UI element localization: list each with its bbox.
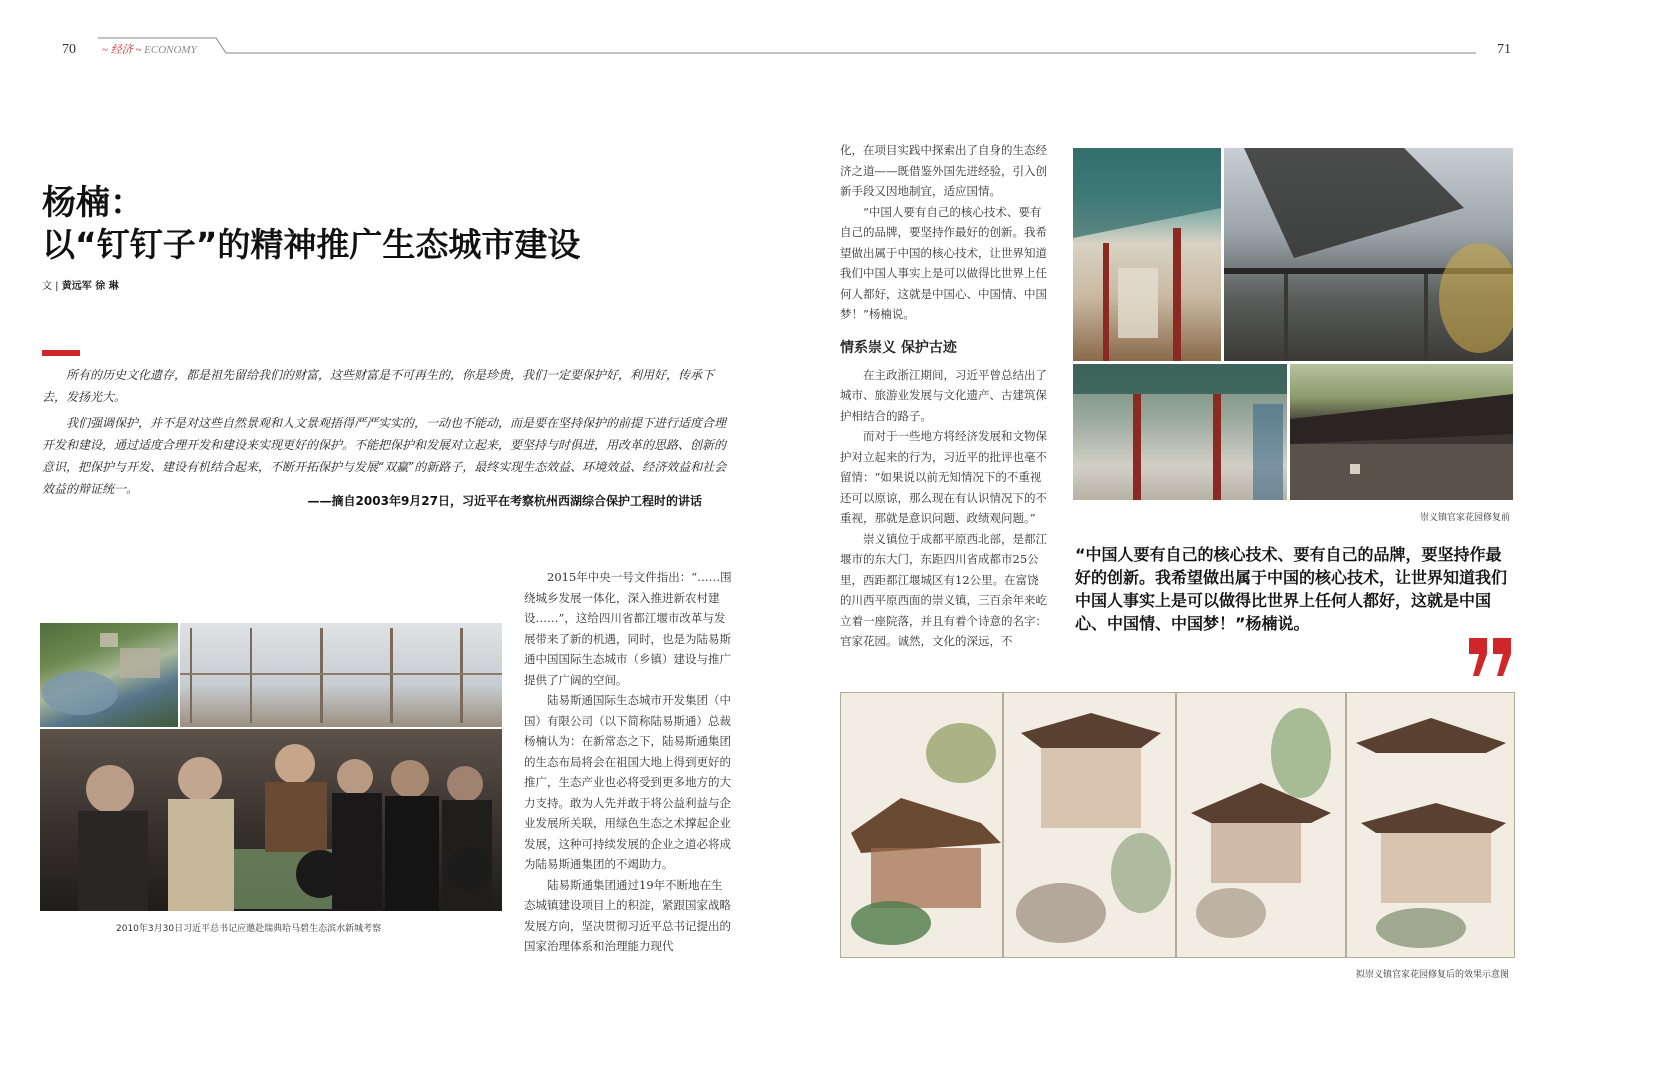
painting-panel-1 bbox=[851, 723, 1001, 945]
article-column-right bbox=[840, 140, 1048, 652]
crowd-silhouettes bbox=[40, 729, 502, 911]
caption-before-photo: 崇义镇官家花园修复前 bbox=[1420, 513, 1511, 523]
delegation-visit-photo bbox=[40, 729, 502, 911]
ruined-corridor-photo bbox=[1073, 148, 1221, 361]
column-right-paragraph-4: 而对于一些地方将经济发展和文物保护对立起来的行为，习近平的批评也毫不留情：“如果说以前无知情况下的不重视还可以原谅，那么现在有认识情况下的不重视，那就是意识问题、政绩观问题。” bbox=[840, 429, 1047, 525]
caption-visit-photo: 2010年3月30日习近平总书记应邀赴瑞典哈马碧生态滨水新城考察 bbox=[116, 924, 382, 934]
roof-shapes bbox=[1224, 148, 1513, 361]
section-tag-cn: ~ 经济 ~ bbox=[102, 44, 142, 56]
painting-panel-2 bbox=[1016, 713, 1171, 943]
painting-panel-4 bbox=[1356, 718, 1506, 948]
restoration-painting bbox=[840, 692, 1515, 958]
article-title-line1: 杨楠： bbox=[42, 183, 144, 223]
tiled-roof-photo bbox=[1290, 364, 1513, 500]
epigraph-paragraph-1: 所有的历史文化遗存，都是祖先留给我们的财富，这些财富是不可再生的，你是珍贵，我们一定要保护好，利用好，传承下去，发扬光大。 bbox=[42, 368, 715, 404]
byline-prefix: 文 | bbox=[42, 281, 59, 292]
byline-authors: 黄远军 徐 琳 bbox=[61, 281, 119, 292]
window-frames bbox=[180, 623, 502, 727]
painting-panels bbox=[841, 693, 1515, 958]
column-left-paragraph-3: 陆易斯通集团通过19年不断地在生态城镇建设项目上的积淀，紧跟国家战略发展方向，坚决贯彻习近平总书记提出的国家治理体系和治理能力现代 bbox=[524, 877, 731, 953]
column-left-paragraph-1: 2015年中央一号文件指出：“……围绕城乡发展一体化，深入推进新农村建设……”，这给四川省都江堰市改革与发展带来了新的机遇，同时，也是为陆易斯通中国国际生态城市（乡镇）建设与推广提供了广阔的空间。 bbox=[524, 570, 732, 687]
byline bbox=[42, 277, 119, 292]
column-right-paragraph-2: “中国人要有自己的核心技术、要有自己的品牌，要坚持作最好的创新。我希望做出属于中国的核心技术，让世界知道我们中国人事实上是可以做得比世界上任何人都好，这就是中国心、中国情、中国梦！”杨楠说。 bbox=[840, 204, 1047, 321]
epigraph-quote bbox=[42, 364, 732, 504]
column-left-paragraph-2: 陆易斯通国际生态城市开发集团（中国）有限公司（以下简称陆易斯通）总裁杨楠认为：在新常态之下，陆易斯通集团的生态布局将会在祖国大地上得到更好的推广，生态产业也必将受到更多地方的大力支持。敢为人先并敢于将公益利益与企业发展所关联，用绿色生态之术撑起企业发展，这种可持续发展的企业之道必将成为陆易斯通集团的不竭助力。 bbox=[524, 693, 731, 871]
subheading-chongyi: 情系崇义 保护古迹 bbox=[840, 339, 957, 356]
pull-quote: “中国人要有自己的核心技术、要有自己的品牌，要坚持作最好的创新。我希望做出属于中国的核心技术，让世界知道我们中国人事实上是可以做得比世界上任何人都好，这就是中国心、中国情、中国梦！”杨楠说。 bbox=[1075, 545, 1508, 633]
collapsed-roof-photo bbox=[1224, 148, 1513, 361]
epigraph-source: ——摘自2003年9月27日，习近平在考察杭州西湖综合保护工程时的讲话 bbox=[307, 494, 702, 508]
section-tag-en: ECONOMY bbox=[144, 44, 197, 56]
closing-quote-mark-icon bbox=[1467, 638, 1515, 678]
page-number-right: 71 bbox=[1497, 42, 1511, 57]
painting-panel-3 bbox=[1191, 708, 1331, 938]
page-number-left: 70 bbox=[62, 42, 76, 57]
veranda-shapes bbox=[1073, 364, 1287, 500]
article-column-left bbox=[524, 567, 732, 957]
caption-after-painting: 拟崇义镇官家花园修复后的效果示意图 bbox=[1356, 970, 1510, 980]
article-title-line2: 以“钉钉子”的精神推广生态城市建设 bbox=[42, 225, 581, 264]
tiled-roof-shapes bbox=[1290, 364, 1513, 500]
veranda-photo bbox=[1073, 364, 1287, 500]
accent-bar bbox=[42, 350, 80, 356]
aerial-town-photo bbox=[40, 623, 178, 727]
corridor-shapes bbox=[1073, 148, 1221, 361]
column-right-paragraph-1: 化，在项目实践中探索出了自身的生态经济之道——既借鉴外国先进经验，引入创新手段又因地制宜，适应国情。 bbox=[840, 143, 1047, 198]
column-right-paragraph-3: 在主政浙江期间，习近平曾总结出了城市、旅游业发展与文化遗产、古建筑保护相结合的路子。 bbox=[840, 367, 1047, 423]
epigraph-paragraph-2: 我们强调保护，并不是对这些自然景观和人文景观捂得严严实实的，一动也不能动，而是要在坚持保护的前提下进行适度合理开发和建设，通过适度合理开发和建设来实现更好的保护。不能把保护和发展对立起来，要坚持与时俱进，用改革的思路、创新的意识，把保护与开发、建设有机结合起来，不断开拓保护与发展“双赢”的新路子，最终实现生态效益、环境效益、经济效益和社会效益的辩证统一。 bbox=[42, 416, 727, 496]
aerial-photo-shapes bbox=[40, 623, 178, 727]
column-right-paragraph-5: 崇义镇位于成都平原西北部，是都江堰市的东大门，东距四川省成都市25公里，西距都江堰城区有12公里。在富饶的川西平原西面的崇义镇，三百余年来屹立着一座院落，并且有着个诗意的名字：官家花园。诚然，文化的深远，不 bbox=[840, 531, 1047, 648]
header-rule bbox=[98, 36, 1498, 58]
meeting-room-photo-top bbox=[180, 623, 502, 727]
